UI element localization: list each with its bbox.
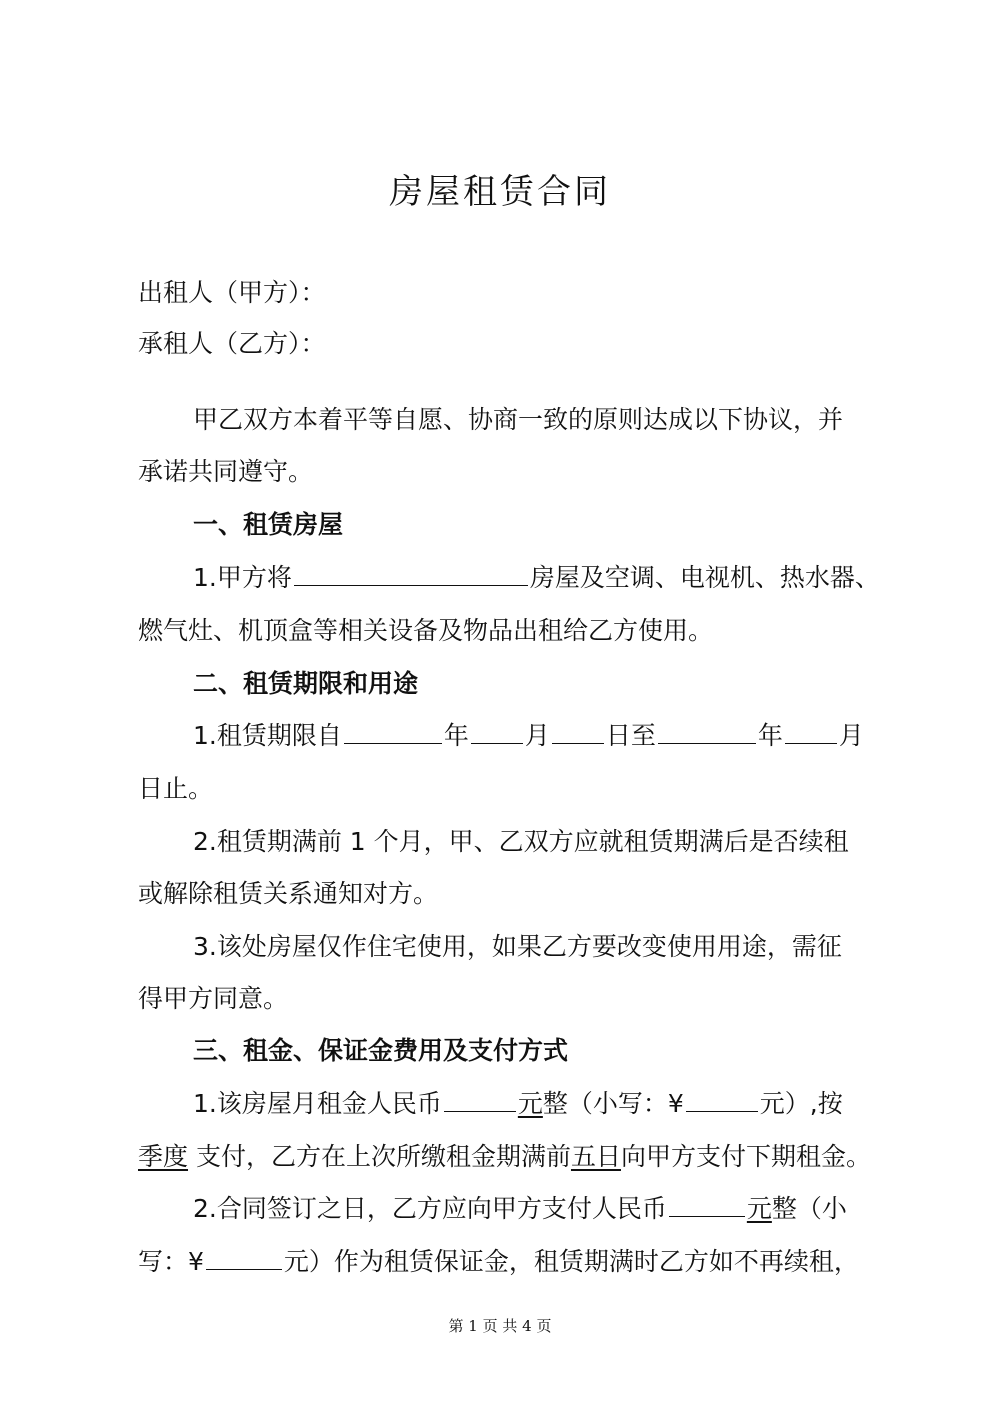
section-2-clause-3: 3.该处房屋仅作住宅使用，如果乙方要改变使用用途，需征 — [193, 932, 842, 961]
clause-text: 向甲方支付下期租金。 — [620, 1142, 871, 1171]
section-2-clause-3-line-2: 得甲方同意。 — [138, 984, 289, 1013]
intro-line-1: 甲乙双方本着平等自愿、协商一致的原则达成以下协议，并 — [193, 405, 844, 434]
section-3-clause-2-line-2 — [138, 1245, 898, 1279]
clause-text: 年 — [443, 721, 469, 750]
end-month-blank — [785, 719, 837, 744]
document-title: 房屋租赁合同 — [389, 172, 611, 212]
section-2-clause-2: 2.租赁期满前 1 个月，甲、乙双方应就租赁期满后是否续租 — [193, 827, 849, 856]
start-day-blank — [552, 719, 604, 744]
lessee-label: 承租人（乙方）： — [138, 329, 326, 358]
start-month-blank — [471, 719, 523, 744]
intro-line-2: 承诺共同遵守。 — [138, 457, 314, 486]
clause-text: 年 — [757, 721, 783, 750]
section-3-heading: 三、租金、保证金费用及支付方式 — [193, 1036, 569, 1065]
section-3-clause-1-line-2 — [138, 1140, 898, 1174]
clause-text: 支付，乙方在上次所缴租金期满前 — [188, 1142, 571, 1171]
payment-deadline: 五日 — [570, 1142, 621, 1171]
section-2-clause-2-line-2: 或解除租赁关系通知对方。 — [138, 879, 439, 908]
section-2-clause-1 — [193, 719, 953, 753]
end-year-blank — [658, 719, 756, 744]
clause-text: 元 — [517, 1089, 543, 1118]
clause-text: 2.合同签订之日，乙方应向甲方支付人民币 — [193, 1194, 667, 1223]
clause-text: 房屋及空调、电视机、热水器、 — [529, 563, 880, 592]
lessor-label: 出租人（甲方）： — [138, 278, 326, 307]
clause-text: 元）作为租赁保证金，租赁期满时乙方如不再续租， — [283, 1247, 859, 1276]
clause-text: 月 — [838, 721, 864, 750]
rent-number-blank — [686, 1087, 758, 1112]
clause-text: 整（小写：¥ — [542, 1089, 684, 1118]
deposit-amount-blank — [669, 1192, 745, 1217]
section-1-clause-1-line-2: 燃气灶、机顶盒等相关设备及物品出租给乙方使用。 — [138, 616, 714, 645]
clause-text: 日至 — [605, 721, 656, 750]
section-3-clause-1 — [193, 1087, 953, 1121]
clause-text: 1.甲方将 — [193, 563, 292, 592]
clause-text: 月 — [524, 721, 550, 750]
payment-period: 季度 — [138, 1142, 189, 1171]
page-footer: 第 1 页 共 4 页 — [448, 1317, 552, 1335]
section-1-clause-1 — [193, 561, 953, 595]
property-blank — [294, 561, 528, 586]
clause-text: 整（小 — [771, 1194, 847, 1223]
section-3-clause-2 — [193, 1192, 953, 1226]
section-2-heading: 二、租赁期限和用途 — [193, 669, 419, 698]
clause-text: 1.租赁期限自 — [193, 721, 342, 750]
rent-amount-blank — [444, 1087, 516, 1112]
clause-text: 元 — [746, 1194, 772, 1223]
start-year-blank — [344, 719, 442, 744]
section-2-clause-1-line-2: 日止。 — [138, 774, 214, 803]
clause-text: 写：¥ — [138, 1247, 204, 1276]
clause-text: 元）,按 — [759, 1089, 843, 1118]
clause-text: 1.该房屋月租金人民币 — [193, 1089, 442, 1118]
section-1-heading: 一、租赁房屋 — [193, 510, 344, 539]
deposit-number-blank — [206, 1245, 282, 1270]
